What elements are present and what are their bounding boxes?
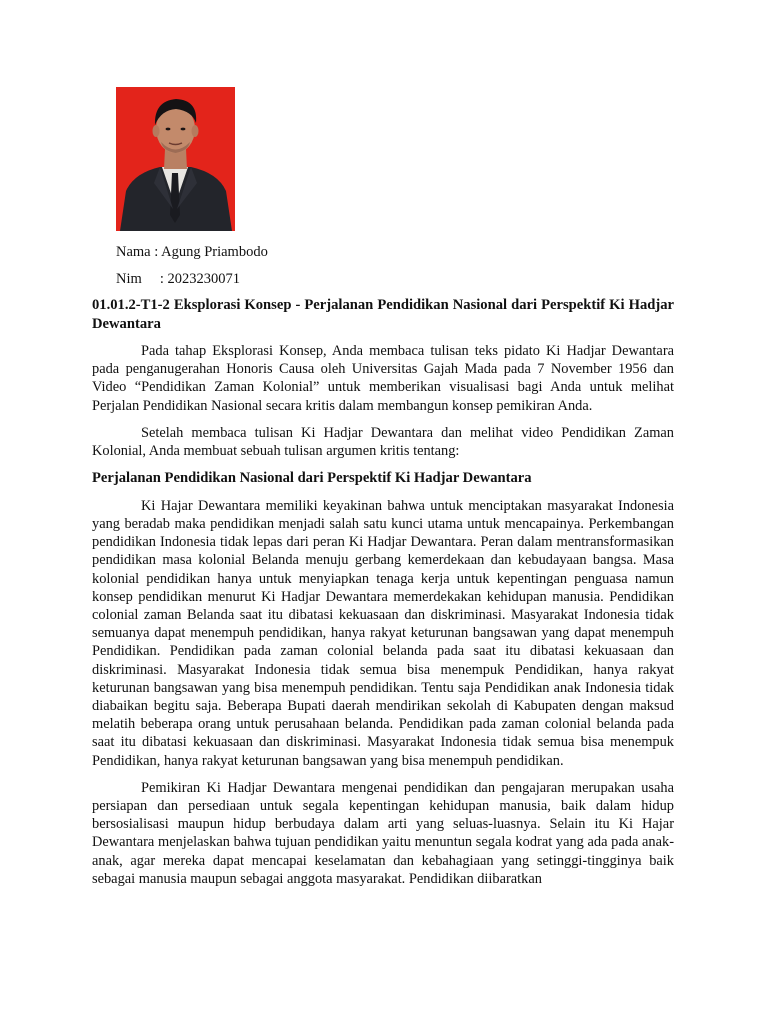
intro-paragraph: Pada tahap Eksplorasi Konsep, Anda membaca tulisan teks pidato Ki Hadjar Dewantara pada penganugerahan Honoris Causa oleh Universitas Gajah Mada pada 7 November 1956 dan Video “Pendidikan Zaman Kolonial” untuk memberikan visualisasi bagi Anda untuk melihat Perjalan Pendidikan Nasional secara kritis dalam membangun konsep pemikiran Anda. <box>92 343 674 414</box>
section-heading: Perjalanan Pendidikan Nasional dari Perspektif Ki Hadjar Dewantara <box>92 470 532 487</box>
body-paragraph: Pemikiran Ki Hadjar Dewantara mengenai pendidikan dan pengajaran merupakan usaha persiapan dan persediaan untuk segala kepentingan kehidupan manusia, baik dalam hidup bersosialisasi maupun hidup berbudaya dalam arti yang seluas-luasnya. Selain itu Ki Hajar Dewantara menjelaskan bahwa tujuan pendidikan yaitu menuntun segala kodrat yang ada pada anak-anak, agar mereka dapat mencapai keselamatan dan kebahagiaan yang setinggi-tingginya baik sebagai manusia maupun sebagai anggota masyarakat. Pendidikan diibaratkan <box>92 779 674 887</box>
document-body <box>92 296 674 897</box>
intro-paragraph: Setelah membaca tulisan Ki Hadjar Dewantara dan melihat video Pendidikan Zaman Kolonial, Anda membuat sebuah tulisan argumen kritis tentang: <box>92 424 674 460</box>
body-paragraph: Ki Hajar Dewantara memiliki keyakinan bahwa untuk menciptakan masyarakat Indonesia yang beradab maka pendidikan menjadi salah satu kunci utama untuk mencapainya. Perkembangan pendidikan Indonesia tidak lepas dari peran Ki Hadjar Dewantara. Peran dalam mentransformasikan pendidikan masa kolonial Belanda menuju gerbang kemerdekaan dan kebudayaan bangsa. Masa kolonial pendidikan hanya untuk menyiapkan tenaga kerja untuk kepentingan penguasa namun konsep pendidikan menurut Ki Hadjar Dewantara memerdekakan kehidupan manusia. Pendidikan colonial zaman Belanda saat itu dibatasi kekuasaan dan diskriminasi. Masyarakat Indonesia tidak semuanya dapat menempuh pendidikan, hanya rakyat keturunan bangsawan yang dapat menempuh Pendidikan. Pendidikan pada zaman colonial belanda pada saat itu dibatasi kekuasaan dan diskriminasi. Masyarakat Indonesia tidak semua bisa menempuk Pendidikan, hanya rakyat keturunan bangsawan yang bisa menempuh pendidikan. Tentu saja Pendidikan anak Indonesia tidak diabaikan begitu saja. Beberapa Bupati daerah mendirikan sekolah di Kabupaten dengan maksud melatih beberapa orang untuk perusahaan belanda. Pendidikan pada zaman colonial belanda pada saat itu dibatasi kekuasaan dan diskriminasi. Masyarakat Indonesia tidak semua bisa menempuk Pendidikan, hanya rakyat keturunan bangsawan yang bisa menempuh pendidikan. <box>92 497 674 769</box>
document-title: 01.01.2-T1-2 Eksplorasi Konsep - Perjalanan Pendidikan Nasional dari Perspektif Ki Hadjar Dewantara <box>92 297 674 332</box>
student-name: Nama : Agung Priambodo <box>116 244 268 260</box>
portrait-photo <box>116 87 235 231</box>
student-nim: Nim : 2023230071 <box>116 271 241 287</box>
portrait-photo-icon <box>116 87 235 231</box>
